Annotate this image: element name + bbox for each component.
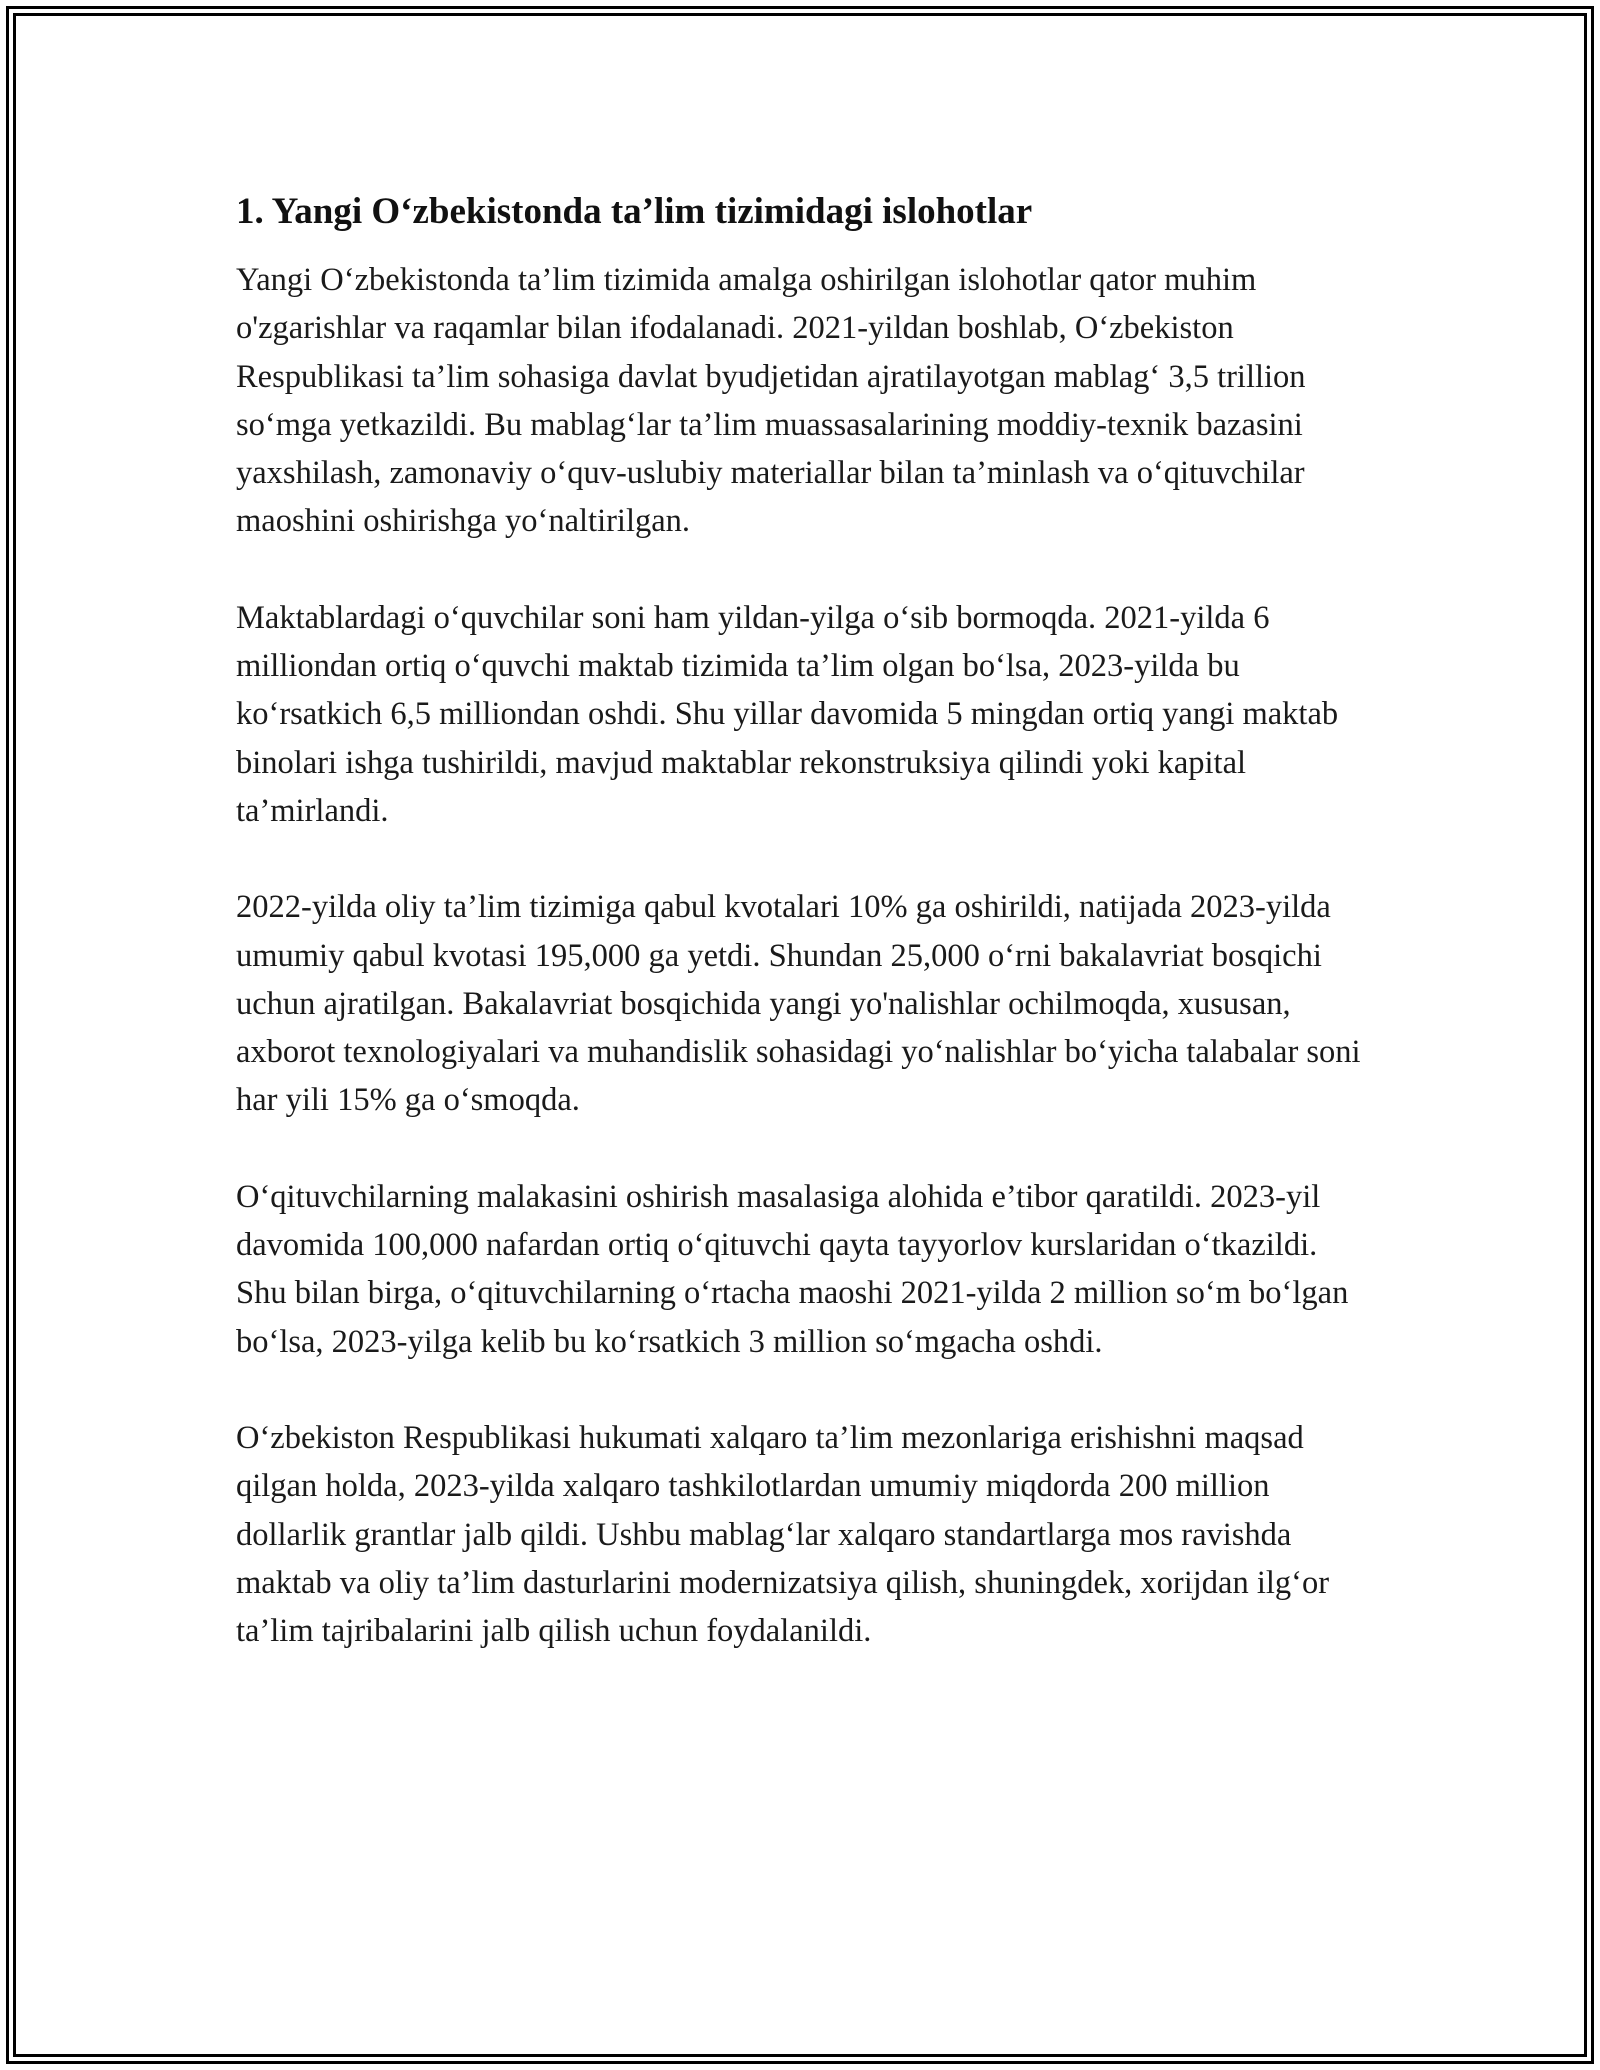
paragraph-higher-education: 2022-yilda oliy ta’lim tizimiga qabul kvotalari 10% ga oshirildi, natijada 2023-yilda umumiy qabul kvotasi 195,000 ga yetdi. Shundan 25,000 o‘rni bakalavriat bosqichi uchun ajratilgan. Bakalavriat bosqichida yangi yo'nalishlar ochilmoqda, xususan, axborot texnologiyalari va muhandislik sohasidagi yo‘nalishlar bo‘yicha talabalar soni har yili 15% ga o‘smoqda. — [236, 889, 1361, 1119]
paragraph-teachers: O‘qituvchilarning malakasini oshirish masalasiga alohida e’tibor qaratildi. 2023-yil davomida 100,000 nafardan ortiq o‘qituvchi qayta tayyorlov kurslaridan o‘tkazildi. Shu bilan birga, o‘qituvchilarning o‘rtacha maoshi 2021-yilda 2 million so‘m bo‘lgan bo‘lsa, 2023-yilga kelib bu ko‘rsatkich 3 million so‘mgacha oshdi. — [236, 1178, 1349, 1360]
document-body — [236, 188, 1366, 1703]
paragraph-budget: Yangi O‘zbekistonda ta’lim tizimida amalga oshirilgan islohotlar qator muhim o'zgarishlar va raqamlar bilan ifodalanadi. 2021-yildan boshlab, O‘zbekiston Respublikasi ta’lim sohasiga davlat byudjetidan ajratilayotgan mablag‘ 3,5 trillion so‘mga yetkazildi. Bu mablag‘lar ta’lim muassasalarining moddiy-texnik bazasini yaxshilash, zamonaviy o‘quv-uslubiy materiallar bilan ta’minlash va o‘qituvchilar maoshini oshirishga yo‘naltirilgan. — [236, 262, 1306, 540]
paragraph-students: Maktablardagi o‘quvchilar soni ham yildan-yilga o‘sib bormoqda. 2021-yilda 6 milliondan ortiq o‘quvchi maktab tizimida ta’lim olgan bo‘lsa, 2023-yilda bu ko‘rsatkich 6,5 milliondan oshdi. Shu yillar davomida 5 mingdan ortiq yangi maktab binolari ishga tushirildi, mavjud maktablar rekonstruksiya qilindi yoki kapital ta’mirlandi. — [236, 599, 1339, 829]
section-title: 1. Yangi O‘zbekistonda ta’lim tizimidagi islohotlar — [236, 191, 1033, 232]
paragraph-international-grants: O‘zbekiston Respublikasi hukumati xalqaro ta’lim mezonlariga erishishni maqsad qilgan holda, 2023-yilda xalqaro tashkilotlardan umumiy miqdorda 200 million dollarlik grantlar jalb qildi. Ushbu mablag‘lar xalqaro standartlarga mos ravishda maktab va oliy ta’lim dasturlarini modernizatsiya qilish, shuningdek, xorijdan ilg‘or ta’lim tajribalarini jalb qilish uchun foydalanildi. — [236, 1419, 1330, 1650]
